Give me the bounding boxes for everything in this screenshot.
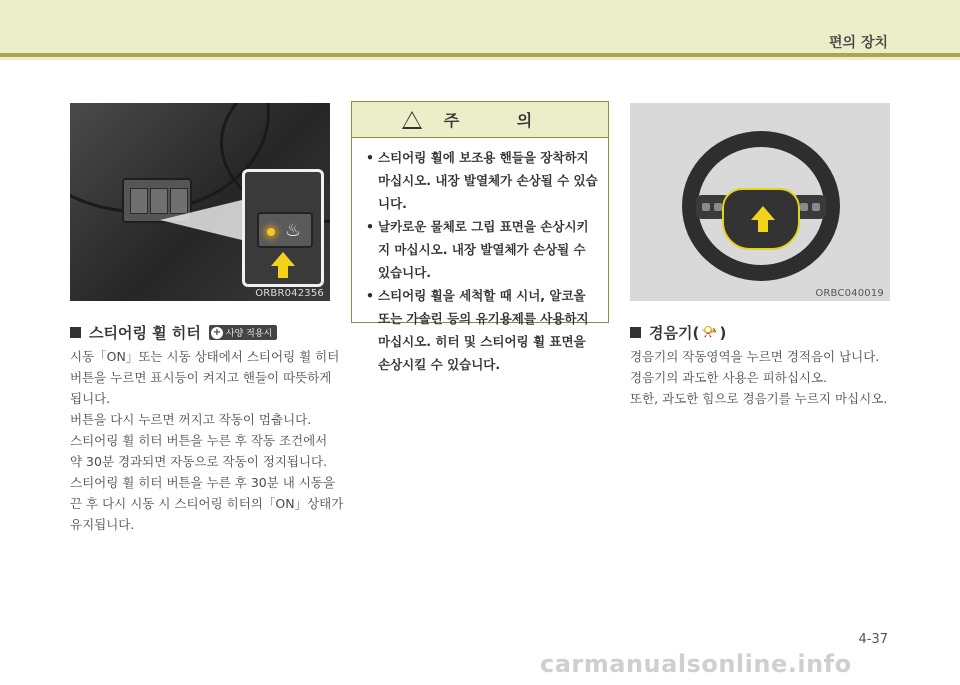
plus-circle-icon: + <box>212 326 222 338</box>
warning-triangle-icon: ! <box>402 111 422 129</box>
body-line: 유지됩니다. <box>70 517 135 532</box>
indicator-lamp-icon <box>267 228 275 236</box>
body-line: 경음기의 작동영역을 누르면 경적음이 납니다. <box>630 349 880 364</box>
caution-title: 주 의 <box>443 111 559 130</box>
square-bullet-icon <box>630 327 641 338</box>
body-line: 경음기의 과도한 사용은 피하십시오. <box>630 370 828 385</box>
watermark: carmanualsonline.info <box>540 650 852 678</box>
steering-heater-heading: 스티어링 휠 히터 + 사양 적용시 <box>70 322 277 343</box>
body-line: 버튼을 다시 누르면 꺼지고 작동이 멈춥니다. <box>70 412 312 427</box>
body-line: 약 30분 경과되면 자동으로 작동이 정지됩니다. <box>70 454 328 469</box>
steering-heater-description <box>70 346 343 535</box>
caution-header <box>352 102 608 138</box>
horn-figure <box>630 103 890 301</box>
page-header <box>0 0 960 60</box>
horn-pad <box>722 188 800 250</box>
body-line: 또한, 과도한 힘으로 경음기를 누르지 마십시오. <box>630 391 888 406</box>
page-number: 4-37 <box>858 632 888 647</box>
caution-list <box>352 138 608 376</box>
body-line: 스티어링 휠 히터 버튼을 누른 후 작동 조건에서 <box>70 433 328 448</box>
header-accent-bar <box>0 53 960 57</box>
zoom-detail <box>242 169 324 287</box>
horn-icon: 📯 <box>701 325 718 340</box>
option-badge: + 사양 적용시 <box>209 325 277 340</box>
arrow-up-icon <box>271 252 295 266</box>
arrow-up-icon <box>751 206 775 220</box>
horn-description <box>630 346 887 409</box>
figure-code: ORBC040019 <box>815 288 884 299</box>
heated-wheel-icon: ♨ <box>285 220 302 241</box>
body-line: 버튼을 누르면 표시등이 켜지고 핸들이 따뜻하게 <box>70 370 332 385</box>
arrow-stem <box>278 266 288 278</box>
heater-button <box>257 212 313 248</box>
caution-item: • 스티어링 휠에 보조용 핸들을 장착하지 마십시오. 내장 발열체가 손상될 수 있습니다. <box>366 146 598 215</box>
steering-heater-figure <box>70 103 330 301</box>
body-line: 스티어링 휠 히터 버튼을 누른 후 30분 내 시동을 <box>70 475 336 490</box>
horn-heading: 경음기( 📯 ) <box>630 322 726 343</box>
body-line: 시동「ON」또는 시동 상태에서 스티어링 휠 히터 <box>70 349 340 364</box>
caution-item: • 스티어링 휠을 세척할 때 시너, 알코올 또는 가솔린 등의 유기용제를 사용하지 마십시오. 히터 및 스티어링 휠 표면을 손상시킬 수 있습니다. <box>366 284 598 376</box>
header-title: 편의 장치 <box>829 35 888 51</box>
zoom-callout <box>160 198 250 242</box>
body-line: 끈 후 다시 시동 시 스티어링 히터의「ON」상태가 <box>70 496 344 511</box>
square-bullet-icon <box>70 327 81 338</box>
figure-code: ORBR042356 <box>255 288 324 299</box>
arrow-stem <box>758 220 768 232</box>
caution-item: • 날카로운 물체로 그립 표면을 손상시키지 마십시오. 내장 발열체가 손상될 수 있습니다. <box>366 215 598 284</box>
body-line: 됩니다. <box>70 391 111 406</box>
caution-box <box>351 101 609 372</box>
